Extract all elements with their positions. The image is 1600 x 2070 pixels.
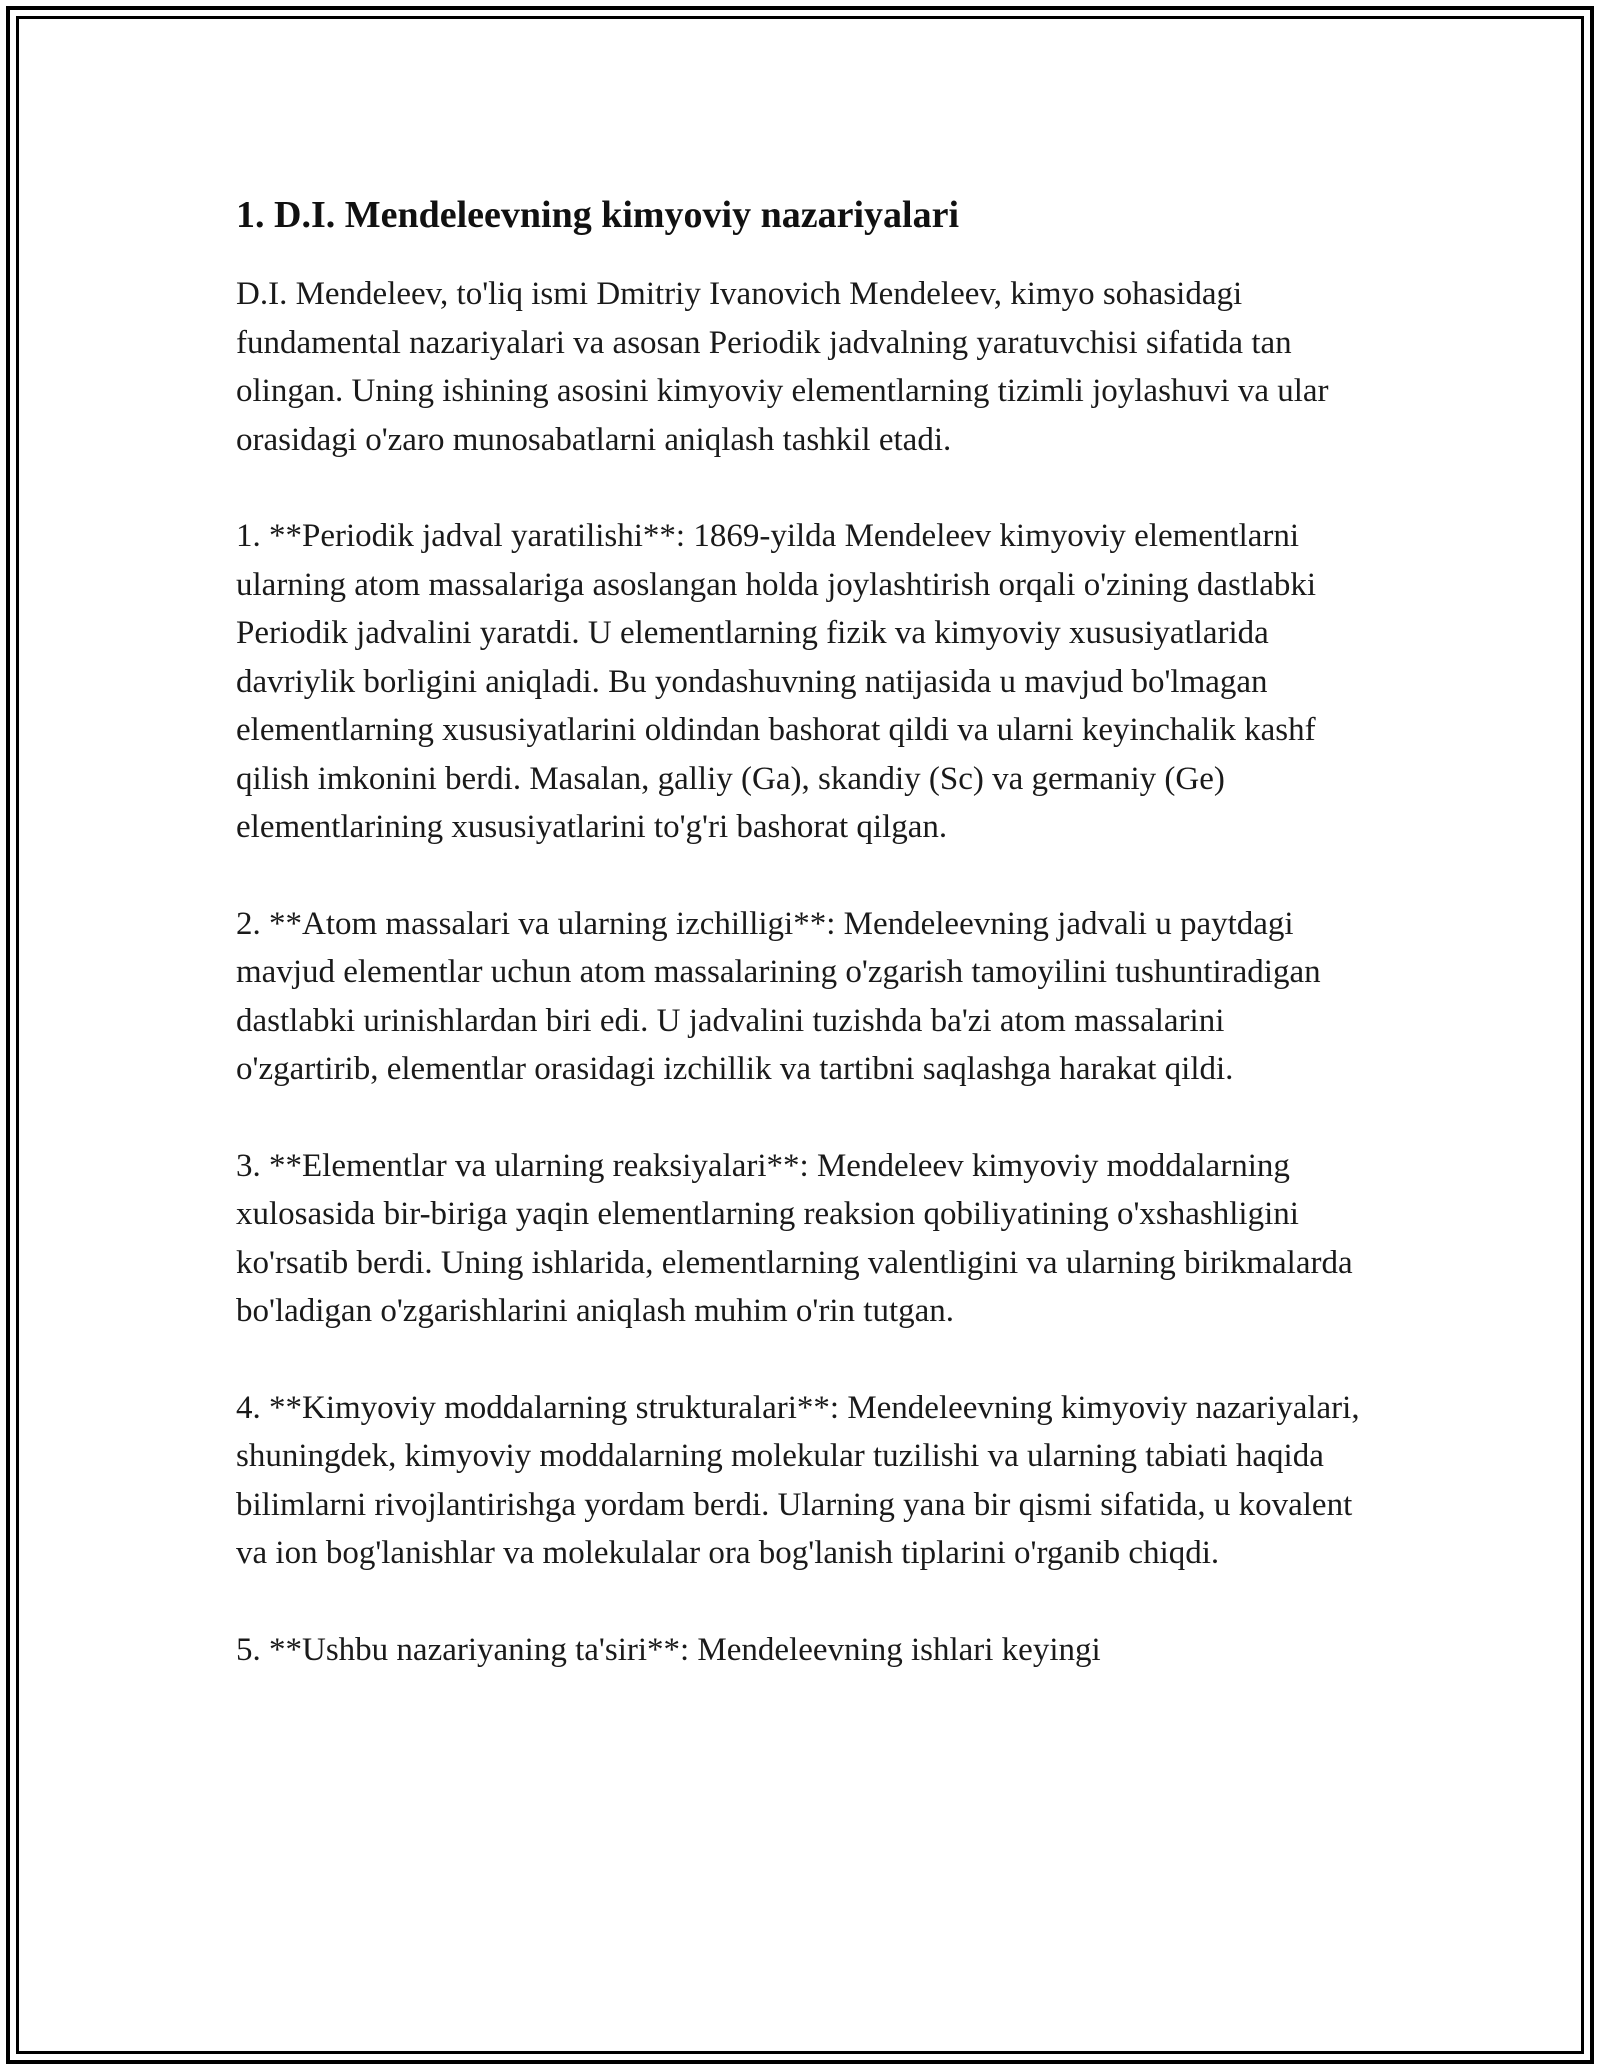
document-body [236,186,1366,1674]
paragraph-atomic-masses: 2. **Atom massalari va ularning izchilligi**: Mendeleevning jadvali u paytdagi mavjud elementlar uchun atom massalarining o'zgarish tamoyilini tushuntiradigan dastlabki urinishlardan biri edi. U jadvalini tuzishda ba'zi atom massalarini o'zgartirib, elementlar orasidagi izchillik va tartibni saqlashga harakat qildi. [236,905,1321,1087]
document-title: 1. D.I. Mendeleevning kimyoviy nazariyalari [236,194,960,236]
paragraph-element-reactions: 3. **Elementlar va ularning reaksiyalari**: Mendeleev kimyoviy moddalarning xulosasida bir-biriga yaqin elementlarning reaksion qobiliyatining o'xshashligini ko'rsatib berdi. Uning ishlarida, elementlarning valentligini va ularning birikmalarda bo'ladigan o'zgarishlarini aniqlash muhim o'rin tutgan. [236,1147,1353,1329]
paragraph-theory-impact: 5. **Ushbu nazariyaning ta'siri**: Mendeleevning ishlari keyingi [236,1631,1101,1668]
intro-paragraph: D.I. Mendeleev, to'liq ismi Dmitriy Ivanovich Mendeleev, kimyo sohasidagi fundamental nazariyalari va asosan Periodik jadvalning yaratuvchisi sifatida tan olingan. Uning ishining asosini kimyoviy elementlarning tizimli joylashuvi va ular orasidagi o'zaro munosabatlarni aniqlash tashkil etadi. [236,276,1329,458]
paragraph-periodic-table: 1. **Periodik jadval yaratilishi**: 1869-yilda Mendeleev kimyoviy elementlarni ularning atom massalariga asoslangan holda joylashtirish orqali o'zining dastlabki Periodik jadvalini yaratdi. U elementlarning fizik va kimyoviy xususiyatlarida davriylik borligini aniqladi. Bu yondashuvning natijasida u mavjud bo'lmagan elementlarning xususiyatlarini oldindan bashorat qildi va ularni keyinchalik kashf qilish imkonini berdi. Masalan, galliy (Ga), skandiy (Sc) va germaniy (Ge) elementlarining xususiyatlarini to'g'ri bashorat qilgan. [236,518,1317,845]
paragraph-chemical-structures: 4. **Kimyoviy moddalarning strukturalari**: Mendeleevning kimyoviy nazariyalari, shuningdek, kimyoviy moddalarning molekular tuzilishi va ularning tabiati haqida bilimlarni rivojlantirishga yordam berdi. Ularning yana bir qismi sifatida, u kovalent va ion bog'lanishlar va molekulalar ora bog'lanish tiplarini o'rganib chiqdi. [236,1389,1360,1571]
